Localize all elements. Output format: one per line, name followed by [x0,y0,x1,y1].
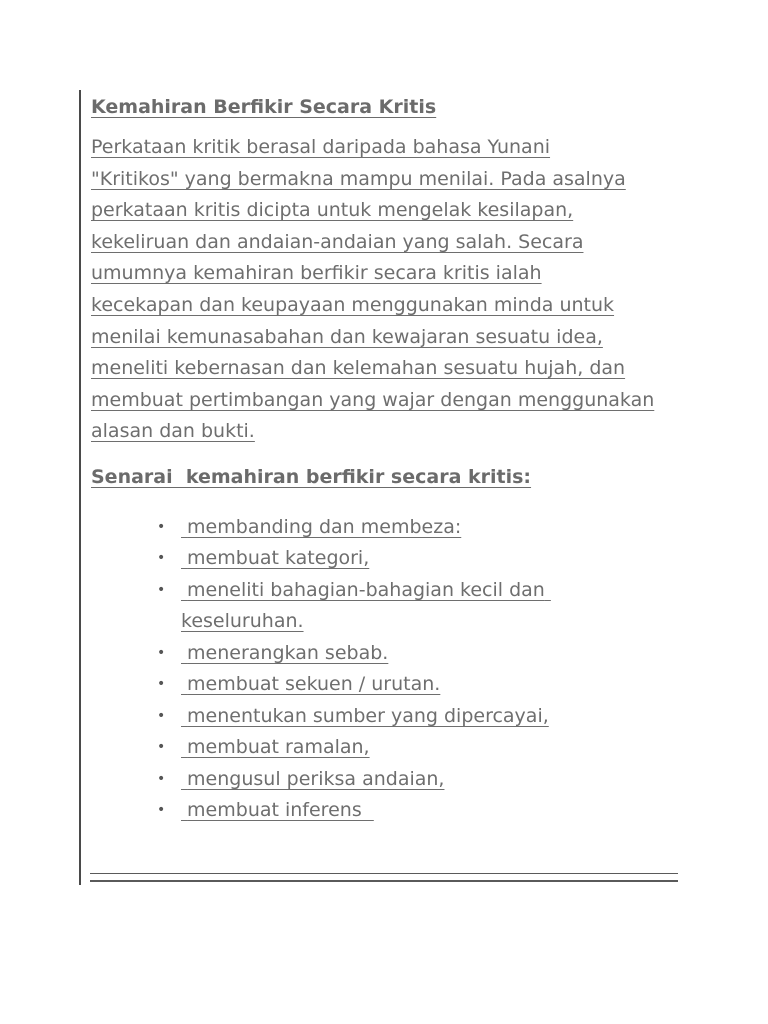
skills-list [91,512,691,827]
list-item-text: membuat kategori, [181,547,370,570]
list-item [157,701,601,733]
list-item-text: menerangkan sebab. [181,641,389,664]
list-item [157,575,601,638]
list-item [157,638,601,670]
list-item-text: membuat sekuen / urutan. [181,673,441,696]
list-item [157,543,601,575]
left-vertical-rule [79,90,81,885]
bullet-icon: • [157,739,166,756]
list-item-text: membanding dan membeza: [181,515,462,538]
list-item-text: menentukan sumber yang dipercayai, [181,704,549,727]
bullet-icon: • [157,707,166,724]
bullet-icon: • [157,518,166,535]
bullet-icon: • [157,770,166,787]
list-item-text: mengusul periksa andaian, [181,767,445,790]
list-item [157,795,601,827]
document-body [91,92,691,827]
bullet-icon: • [157,676,166,693]
list-item [157,732,601,764]
list-heading: Senarai kemahiran berfikir secara kritis: [91,465,532,488]
list-item-text: membuat inferens [181,799,374,822]
list-item [157,512,601,544]
bullet-icon: • [157,802,166,819]
list-item-text: membuat ramalan, [181,736,370,759]
bullet-icon: • [157,550,166,567]
bullet-icon: • [157,644,166,661]
list-item-text: meneliti bahagian-bahagian kecil dan keseluruhan. [181,578,551,633]
double-horizontal-rule [90,873,678,882]
bullet-icon: • [157,581,166,598]
list-item [157,764,601,796]
intro-paragraph: Perkataan kritik berasal daripada bahasa Yunani "Kritikos" yang bermakna mampu menilai. Pada asalnya perkataan kritis dicipta untuk mengelak kesilapan, kekeliruan dan andaian-andaian yang salah. Secara umumnya kemahiran berfikir secara kritis ialah kecekapan dan keupayaan menggunakan minda untuk menilai kemunasabahan dan kewajaran sesuatu idea, meneliti kebernasan dan kelemahan sesuatu hujah, dan membuat pertimbangan yang wajar dengan menggunakan alasan dan bukti. [91,136,655,443]
document-title: Kemahiran Berfikir Secara Kritis [91,96,437,118]
list-item [157,669,601,701]
